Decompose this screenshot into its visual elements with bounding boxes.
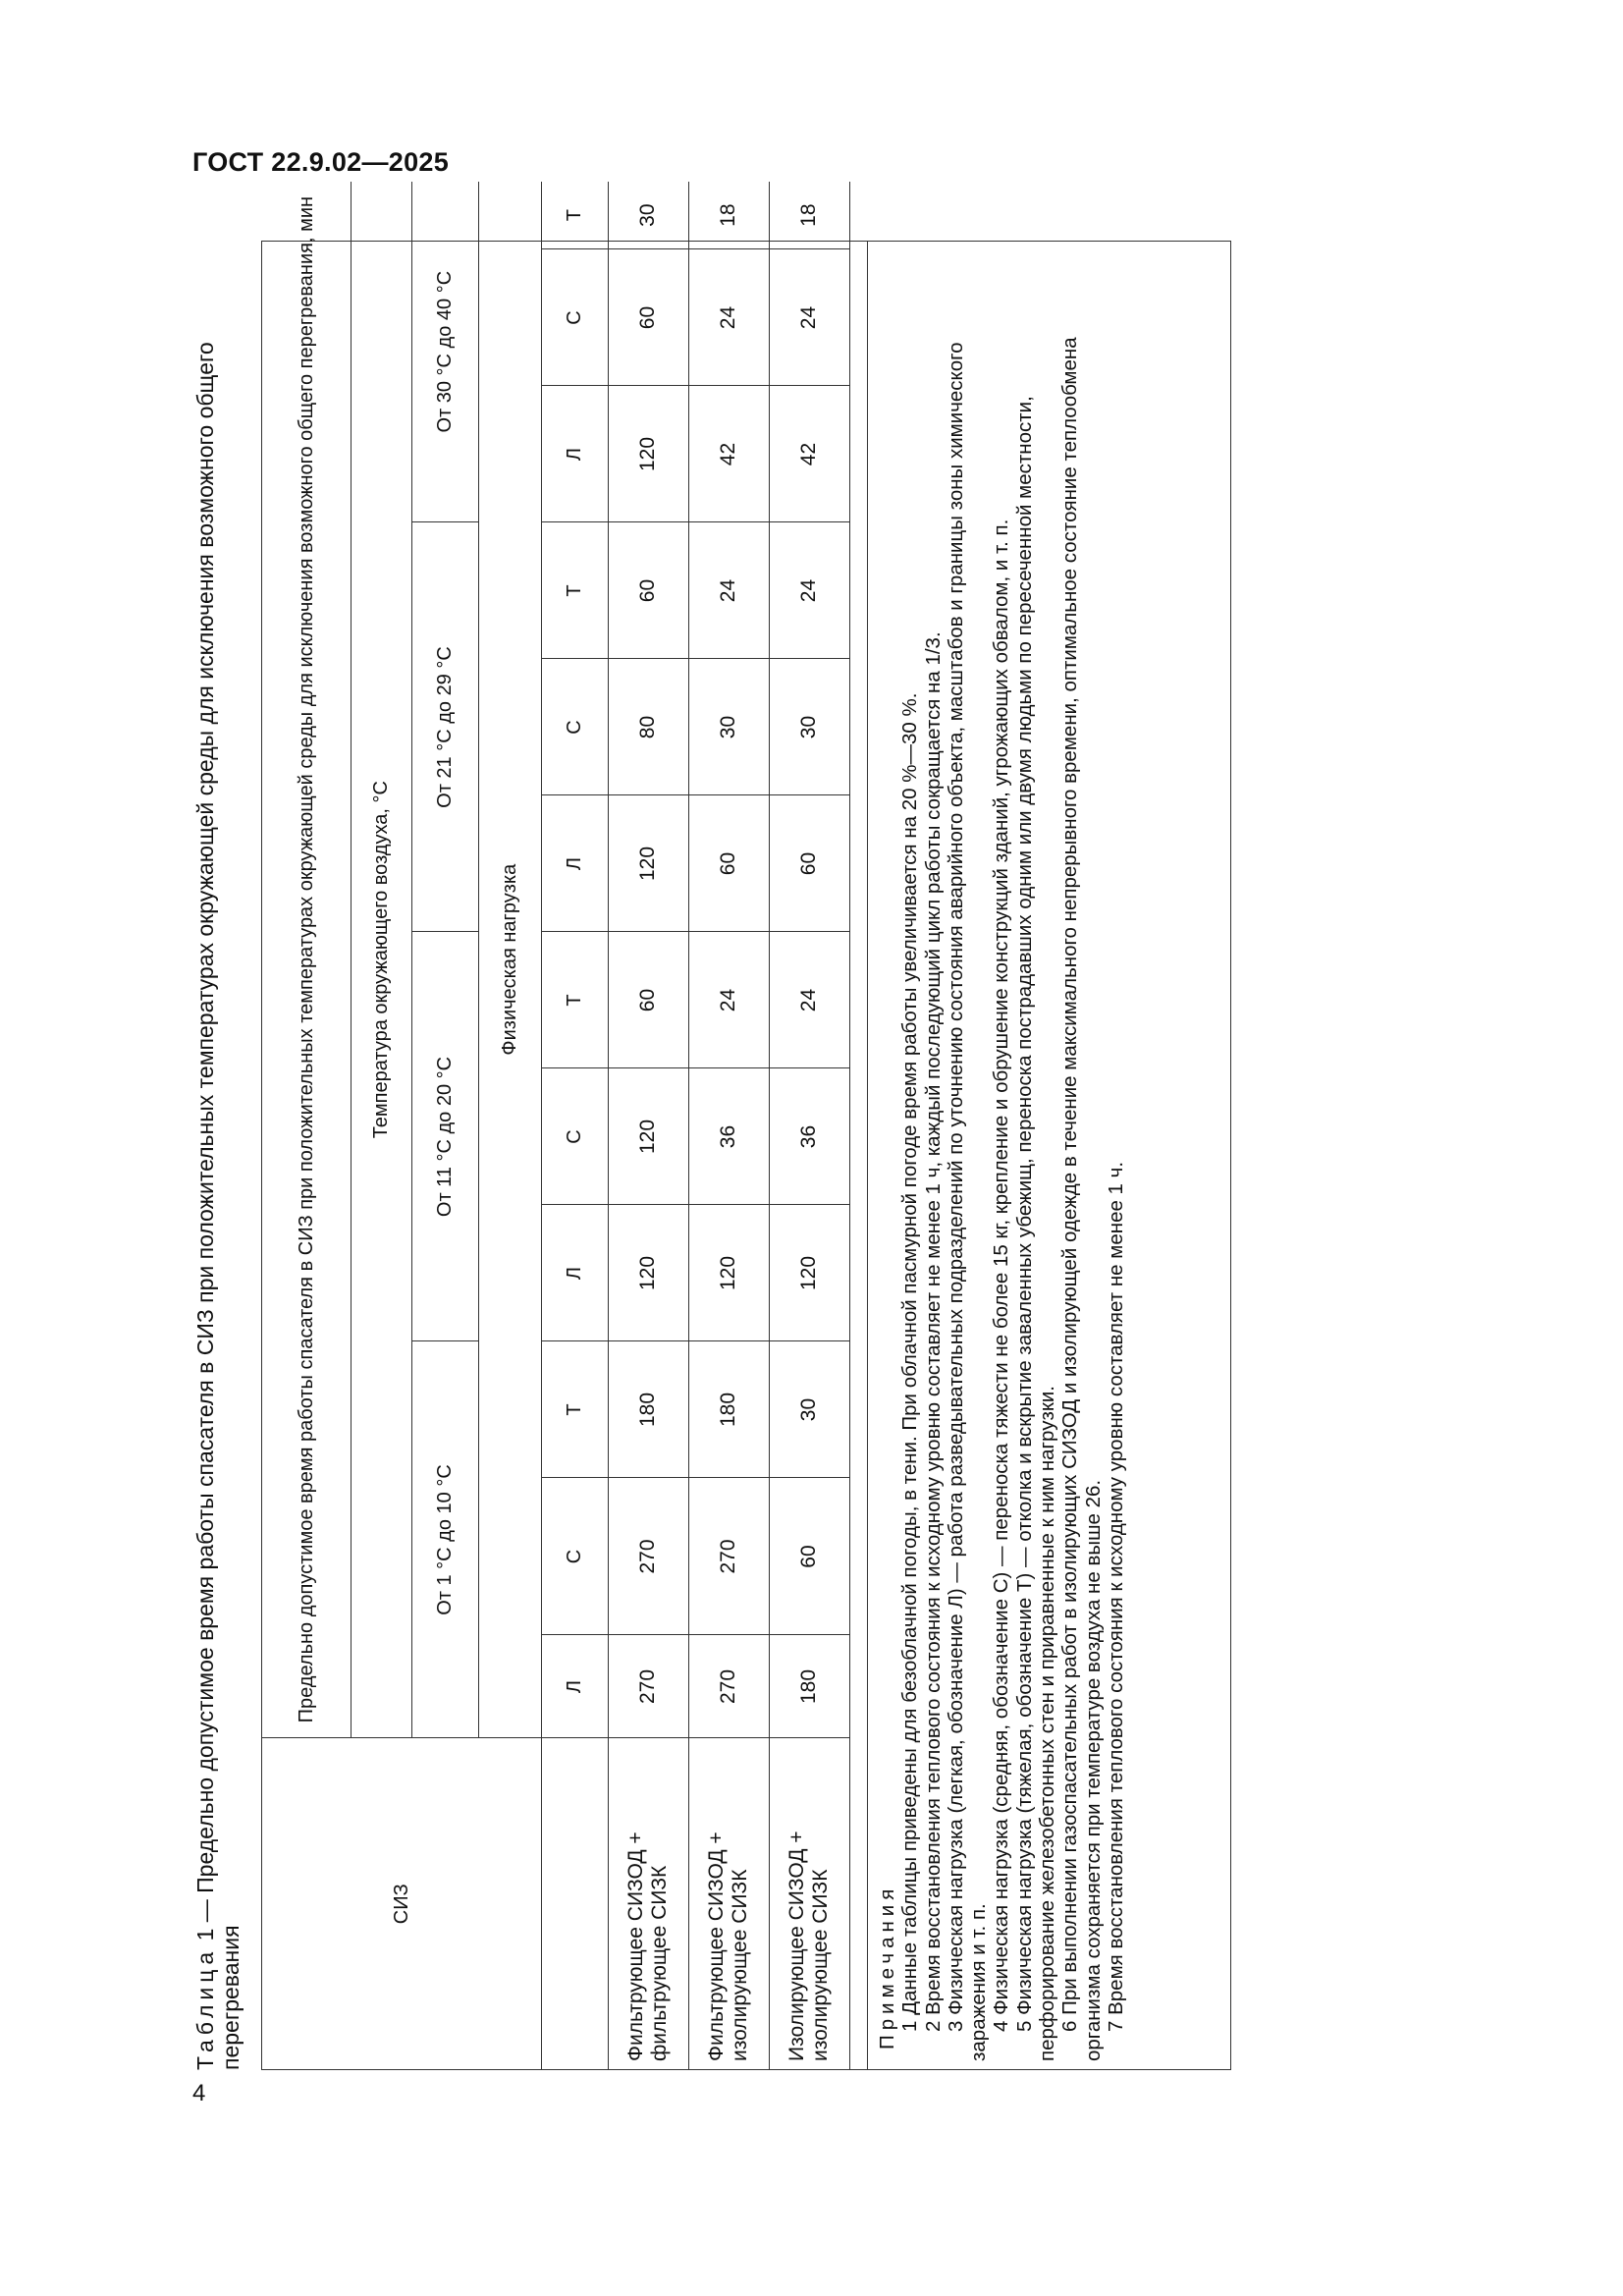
load-label: Л <box>541 795 608 932</box>
notes-title: Примечания <box>876 1884 898 2050</box>
value-cell: 36 <box>688 1068 769 1205</box>
range-header: От 1 °С до 10 °С <box>411 1341 478 1738</box>
value-cell: 24 <box>688 249 769 386</box>
note-item: 6 При выполнении газоспасательных работ в изолирующих СИЗОД и изолирующей одежде в течение максимального непрерывного времени, оптимальное состояние теплообмена организма сохраняется при температуре воздуха не выше 26. <box>1058 337 1105 2061</box>
value-cell: 270 <box>608 1478 688 1635</box>
value-cell: 120 <box>608 386 688 522</box>
header-main: Предельно допустимое время работы спасателя в СИЗ при положительных температурах окружающей среды для исключения возможного общего перегревания, мин <box>262 182 351 1738</box>
row-label: Фильтрующее СИЗОД + изолирующее СИЗК <box>688 1738 769 2069</box>
header-siz: СИЗ <box>262 1738 541 2069</box>
value-cell: 60 <box>608 249 688 386</box>
value-cell: 60 <box>688 795 769 932</box>
value-cell: 60 <box>769 795 849 932</box>
value-cell: 42 <box>688 386 769 522</box>
note-item: 2 Время восстановления теплового состояния к исходному уровню составляет не менее 1 ч, каждый последующий цикл работы сокращается на 1/3. <box>921 631 945 2032</box>
table-row <box>608 182 688 2069</box>
value-cell: 120 <box>608 1205 688 1341</box>
value-cell: 180 <box>769 1635 849 1738</box>
row-label: Изолирующее СИЗОД + изолирующее СИЗК <box>769 1738 849 2069</box>
load-label: С <box>541 1478 608 1635</box>
load-label: С <box>541 659 608 795</box>
note-item: 7 Время восстановления теплового состояния к исходному уровню составляет не менее 1 ч. <box>1104 1161 1127 2032</box>
value-cell: 60 <box>608 522 688 659</box>
load-label: Л <box>541 1635 608 1738</box>
value-cell: 30 <box>769 659 849 795</box>
page-number: 4 <box>192 2080 206 2106</box>
load-label: Т <box>541 932 608 1068</box>
value-cell: 24 <box>688 522 769 659</box>
value-cell: 30 <box>688 659 769 795</box>
note-item: 5 Физическая нагрузка (тяжелая, обозначение Т) — отколка и вскрытие заваленных убежищ, переноска пострадавших одним или двумя людьми по пересеченной местности, перфорирование железобетонных стен и приравненные к ним нагрузки. <box>1012 396 1059 2061</box>
rotated-table-block <box>192 195 1245 2102</box>
value-cell: 18 <box>769 182 849 249</box>
value-cell: 180 <box>688 1341 769 1478</box>
load-label: Л <box>541 386 608 522</box>
value-cell: 60 <box>608 932 688 1068</box>
value-cell: 24 <box>769 249 849 386</box>
range-header: От 30 °С до 40 °С <box>411 182 478 522</box>
value-cell: 120 <box>769 1205 849 1341</box>
table-notes <box>867 242 1127 2069</box>
standard-designation: ГОСТ 22.9.02—2025 <box>192 147 450 177</box>
table-caption <box>192 244 243 2070</box>
value-cell: 42 <box>769 386 849 522</box>
load-label: Т <box>541 522 608 659</box>
load-label: Т <box>541 182 608 249</box>
table-grid <box>262 182 850 2069</box>
note-item: 3 Физическая нагрузка (легкая, обозначение Л) — работа разведывательных подразделений по уточнению состояния аварийного объекта, масштабов и границы зоны химического заражения и т. п. <box>944 342 991 2061</box>
value-cell: 24 <box>769 932 849 1068</box>
value-cell: 120 <box>688 1205 769 1341</box>
value-cell: 60 <box>769 1478 849 1635</box>
note-item: 4 Физическая нагрузка (средняя, обозначение С) — переноска тяжести не более 15 кг, крепление и обрушение конструкций зданий, угрожающих обвалом, и т. п. <box>990 519 1013 2032</box>
load-label: С <box>541 1068 608 1205</box>
table-row <box>688 182 769 2069</box>
caption-label: Таблица <box>192 1946 218 2070</box>
value-cell: 80 <box>608 659 688 795</box>
caption-text: 1 — Предельно допустимое время работы спасателя в СИЗ при положительных температурах окружающей среды для исключения возможного общего перегревания <box>192 342 243 2070</box>
value-cell: 30 <box>608 182 688 249</box>
value-cell: 36 <box>769 1068 849 1205</box>
value-cell: 120 <box>608 1068 688 1205</box>
value-cell: 120 <box>608 795 688 932</box>
value-cell: 24 <box>769 522 849 659</box>
data-table <box>261 195 1231 2070</box>
note-item: 1 Данные таблицы приведены для безоблачной погоды, в тени. При облачной пасмурной погоде время работы увеличивается на 20 %—30 %. <box>898 692 922 2032</box>
table-row <box>769 182 849 2069</box>
header-temperature: Температура окружающего воздуха, °С <box>351 182 411 1738</box>
header-load: Физическая нагрузка <box>478 182 541 1738</box>
value-cell: 270 <box>688 1478 769 1635</box>
value-cell: 270 <box>608 1635 688 1738</box>
value-cell: 180 <box>608 1341 688 1478</box>
range-header: От 21 °С до 29 °С <box>411 522 478 932</box>
value-cell: 30 <box>769 1341 849 1478</box>
range-header: От 11 °С до 20 °С <box>411 932 478 1341</box>
load-label: С <box>541 249 608 386</box>
value-cell: 18 <box>688 182 769 249</box>
load-label: Т <box>541 1341 608 1478</box>
value-cell: 270 <box>688 1635 769 1738</box>
empty-cell <box>541 1738 608 2069</box>
load-label: Л <box>541 1205 608 1341</box>
row-label: Фильтрующее СИЗОД + фильтрующее СИЗК <box>608 1738 688 2069</box>
value-cell: 24 <box>688 932 769 1068</box>
